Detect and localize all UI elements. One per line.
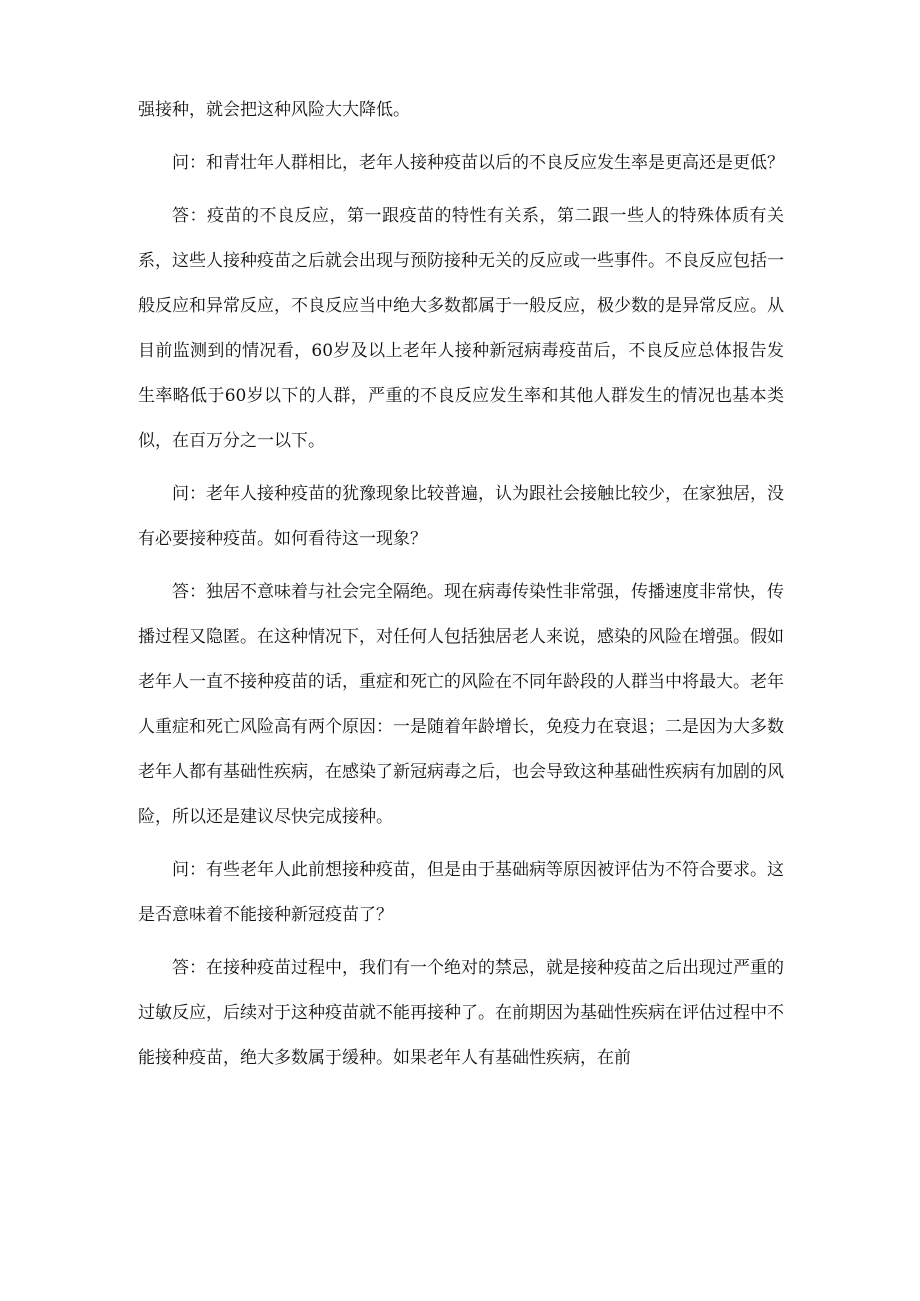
answer-paragraph: 答：疫苗的不良反应，第一跟疫苗的特性有关系，第二跟一些人的特殊体质有关系，这些人接种疫苗之后就会出现与预防接种无关的反应或一些事件。不良反应包括一般反应和异常反应，不良反应当中绝大多数都属于一般反应，极少数的是异常反应。从目前监测到的情况看，60岁及以上老年人接种新冠病毒疫苗后，不良反应总体报告发生率略低于60岁以下的人群，严重的不良反应发生率和其他人群发生的情况也基本类似，在百万分之一以下。 <box>138 206 784 451</box>
answer-paragraph: 答：独居不意味着与社会完全隔绝。现在病毒传染性非常强，传播速度非常快，传播过程又隐匿。在这种情况下，对任何人包括独居老人来说，感染的风险在增强。假如老年人一直不接种疫苗的话，重症和死亡的风险在不同年龄段的人群当中将最大。老年人重症和死亡风险高有两个原因：一是随着年龄增长，免疫力在衰退；二是因为大多数老年人都有基础性疾病，在感染了新冠病毒之后，也会导致这种基础性疾病有加剧的风险，所以还是建议尽快完成接种。 <box>138 582 784 827</box>
document-page <box>138 88 784 1089</box>
question-paragraph: 问：有些老年人此前想接种疫苗，但是由于基础病等原因被评估为不符合要求。这是否意味着不能接种新冠疫苗了？ <box>138 860 784 925</box>
question-paragraph: 问：老年人接种疫苗的犹豫现象比较普遍，认为跟社会接触比较少，在家独居，没有必要接种疫苗。如何看待这一现象？ <box>138 484 784 549</box>
answer-paragraph: 答：在接种疫苗过程中，我们有一个绝对的禁忌，就是接种疫苗之后出现过严重的过敏反应，后续对于这种疫苗就不能再接种了。在前期因为基础性疾病在评估过程中不能接种疫苗，绝大多数属于缓种。如果老年人有基础性疾病，在前 <box>138 958 784 1068</box>
question-paragraph: 问：和青壮年人群相比，老年人接种疫苗以后的不良反应发生率是更高还是更低？ <box>172 153 784 173</box>
paragraph-continuation: 强接种，就会把这种风险大大降低。 <box>138 100 410 120</box>
